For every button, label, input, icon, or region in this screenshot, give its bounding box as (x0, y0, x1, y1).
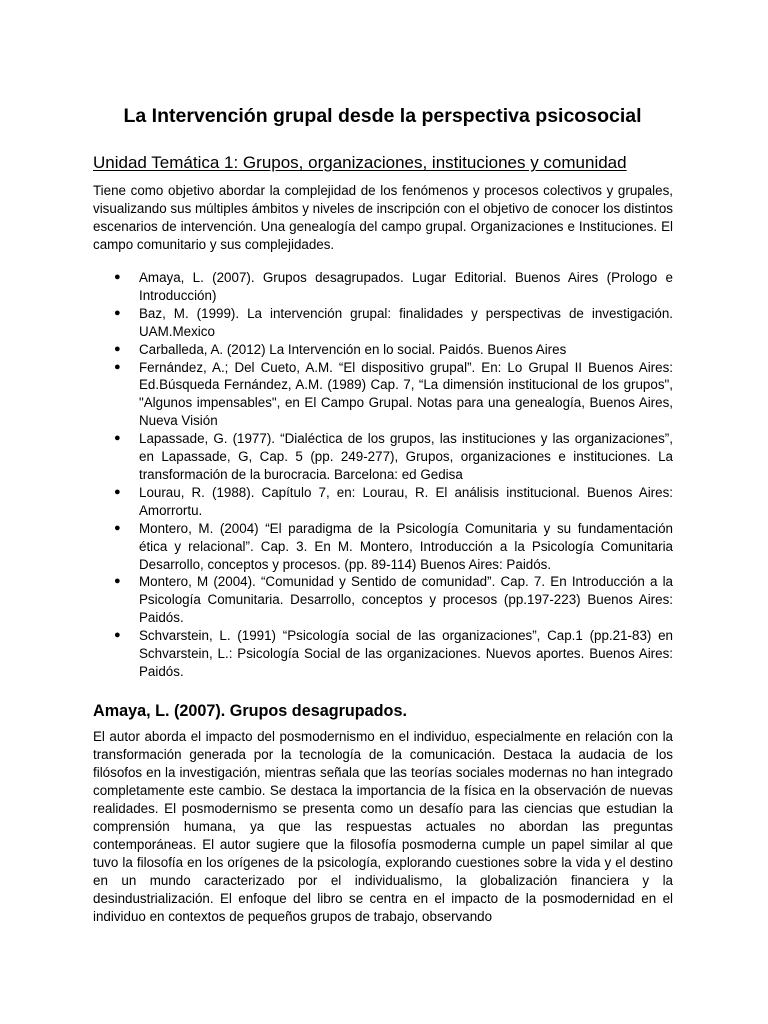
reference-item (92, 573, 673, 627)
reference-item (92, 430, 673, 484)
reference-item (92, 520, 673, 574)
reference-item (92, 484, 673, 520)
bullet-icon: ● (114, 271, 121, 283)
bullet-icon: ● (114, 342, 121, 355)
reference-text: Carballeda, A. (2012) La Intervención en lo social. Paidós. Buenos Aires (139, 341, 567, 357)
reference-item (92, 341, 673, 359)
reference-list (92, 269, 673, 681)
bullet-icon: ● (114, 629, 121, 642)
bullet-icon: ● (114, 521, 121, 534)
reference-text: Lapassade, G. (1977). “Dialéctica de los grupos, las instituciones y las organizaciones”, en Lapassade, G, Cap. 5 (pp. 249-277), Grupos, organizaciones e instituciones. La transformación de la burocracia. Barcelona: ed Gedisa (139, 431, 673, 482)
reference-text: Montero, M. (2004) “El paradigma de la Psicología Comunitaria y su fundamentación ética y relacional”. Cap. 3. En M. Montero, Introducción a la Psicología Comunitaria Desarrollo, conceptos y procesos. (pp. 89-114) Buenos Aires: Paidós. (139, 520, 673, 572)
unit-heading: Unidad Temática 1: Grupos, organizaciones, instituciones y comunidad (93, 153, 627, 172)
bullet-icon: ● (114, 306, 121, 319)
section-paragraph: El autor aborda el impacto del posmodernismo en el individuo, especialmente en relación con la transformación generada por la tecnología de la comunicación. Destaca la audacia de los filósofos en la investigación, mientras señala que las teorías sociales modernas no han integrado completamente este cambio. Se destaca la importancia de la física en la observación de nuevas realidades. El posmodernismo se presenta como un desafío para las ciencias que estudian la comprensión humana, ya que las respuestas actuales no abordan las preguntas contemporáneas. El autor sugiere que la filosofía posmoderna cumple un papel similar al que tuvo la filosofía en los orígenes de la psicología, explorando cuestiones sobre la vida y el destino en un mundo caracterizado por el individualismo, la globalización financiera y la desindustrialización. El enfoque del libro se centra en el impacto de la posmodernidad en el individuo en contextos de pequeños grupos de trabajo, observando (93, 729, 673, 924)
reference-item (92, 269, 673, 305)
reference-text: Lourau, R. (1988). Capítulo 7, en: Lourau, R. El análisis institucional. Buenos Aires: Amorrortu. (139, 484, 673, 518)
bullet-icon: ● (114, 575, 121, 588)
section-heading: Amaya, L. (2007). Grupos desagrupados. (93, 702, 407, 720)
reference-text: Schvarstein, L. (1991) “Psicología social de las organizaciones”, Cap.1 (pp.21-83) en Schvarstein, L.: Psicología Social de las organizaciones. Nuevos aportes. Buenos Aires: Paidós. (139, 628, 673, 679)
reference-text: Amaya, L. (2007). Grupos desagrupados. Lugar Editorial. Buenos Aires (Prologo e Introducción) (139, 270, 673, 303)
reference-text: Fernández, A.; Del Cueto, A.M. “El dispositivo grupal”. En: Lo Grupal II Buenos Aires: Ed.Búsqueda Fernández, A.M. (1989) Cap. 7, “La dimensión institucional de los grupos", "Algunos impensables", en El Campo Grupal. Notas para una genealogía, Buenos Aires, Nueva Visión (139, 359, 673, 429)
reference-text: Montero, M (2004). “Comunidad y Sentido de comunidad”. Cap. 7. En Introducción a la Psicología Comunitaria. Desarrollo, conceptos y procesos (pp.197-223) Buenos Aires: Paidós. (139, 574, 673, 626)
reference-item (92, 359, 673, 431)
reference-item (92, 305, 673, 341)
document-title: La Intervención grupal desde la perspectiva psicosocial (123, 105, 642, 127)
bullet-icon: ● (114, 360, 121, 373)
reference-item (92, 627, 673, 681)
intro-paragraph: Tiene como objetivo abordar la complejidad de los fenómenos y procesos colectivos y grupales, visualizando sus múltiples ámbitos y niveles de inscripción con el objetivo de conocer los distintos escenarios de intervención. Una genealogía del campo grupal. Organizaciones e Instituciones. El campo comunitario y sus complejidades. (93, 183, 673, 252)
bullet-icon: ● (114, 432, 121, 445)
bullet-icon: ● (114, 485, 121, 498)
reference-text: Baz, M. (1999). La intervención grupal: finalidades y perspectivas de investigación. UAM.Mexico (139, 305, 673, 339)
